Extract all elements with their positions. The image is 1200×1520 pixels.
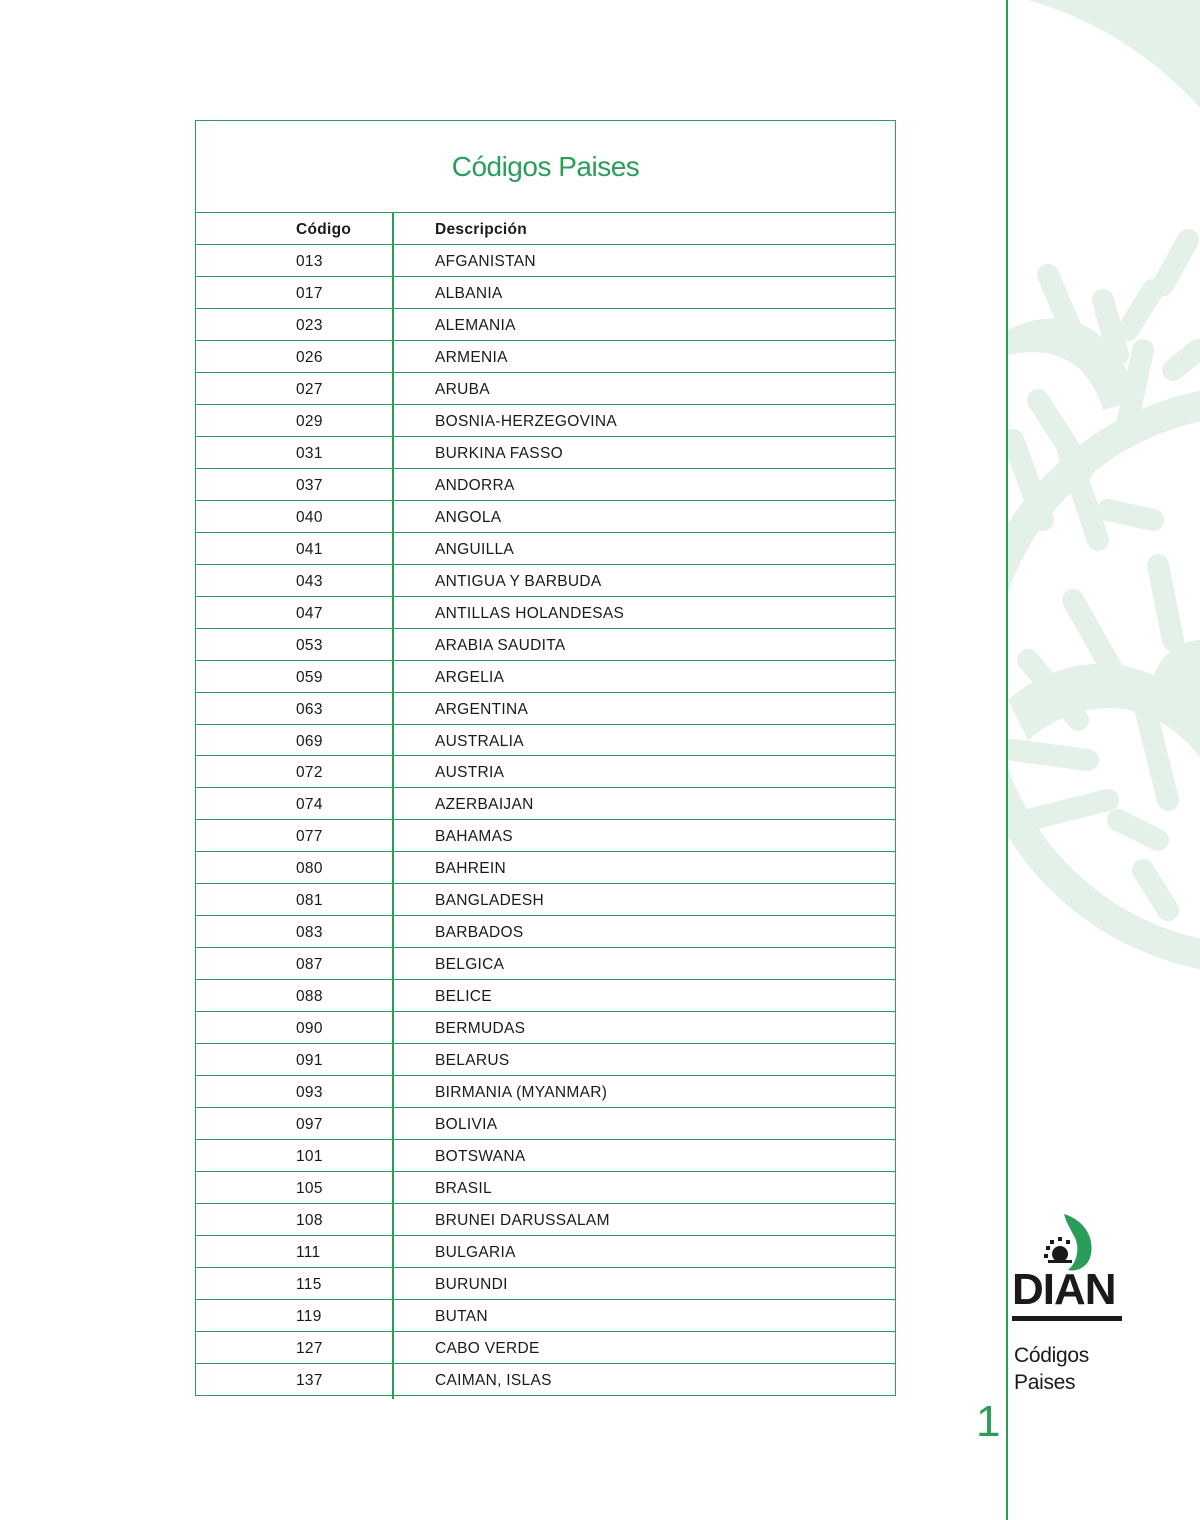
country-description: ANTIGUA Y BARBUDA [435, 572, 602, 590]
country-code: 017 [296, 284, 323, 302]
country-description: AUSTRALIA [435, 732, 524, 750]
table-body [196, 213, 895, 1396]
logo-tagline-bar [1012, 1316, 1122, 1321]
country-code: 037 [296, 476, 323, 494]
table-row [196, 437, 895, 469]
country-description: BUTAN [435, 1307, 488, 1325]
table-row [196, 980, 895, 1012]
table-header-row [196, 213, 895, 245]
table-row [196, 501, 895, 533]
country-code: 088 [296, 988, 323, 1006]
country-code: 029 [296, 412, 323, 430]
table-row [196, 725, 895, 757]
country-code: 023 [296, 316, 323, 334]
column-header-code: Código [296, 221, 352, 238]
country-code: 027 [296, 380, 323, 398]
table-row [196, 852, 895, 884]
side-caption-line1: Códigos [1014, 1344, 1089, 1367]
country-code: 097 [296, 1116, 323, 1134]
table-row [196, 1364, 895, 1396]
country-code: 087 [296, 956, 323, 974]
table-row [196, 629, 895, 661]
country-description: ANGUILLA [435, 540, 515, 558]
country-description: CABO VERDE [435, 1339, 540, 1357]
country-description: BOSNIA-HERZEGOVINA [435, 412, 617, 430]
country-description: AZERBAIJAN [435, 796, 534, 814]
country-code: 080 [296, 860, 323, 878]
country-code: 111 [296, 1244, 321, 1261]
table-row [196, 565, 895, 597]
country-description: BANGLADESH [435, 892, 544, 910]
table-row [196, 469, 895, 501]
country-code: 063 [296, 700, 323, 718]
table-row [196, 405, 895, 437]
country-description: ANDORRA [435, 476, 515, 494]
country-description: BOLIVIA [435, 1116, 498, 1134]
country-description: ALEMANIA [435, 316, 516, 334]
country-code: 059 [296, 668, 323, 686]
table-row [196, 916, 895, 948]
country-description: BAHREIN [435, 860, 507, 878]
side-caption-line2: Paises [1014, 1371, 1076, 1394]
table-row [196, 661, 895, 693]
table-row [196, 1236, 895, 1268]
country-code: 053 [296, 636, 323, 654]
table-row [196, 341, 895, 373]
table-row [196, 820, 895, 852]
country-description: BULGARIA [435, 1244, 516, 1261]
table-row [196, 693, 895, 725]
country-code: 119 [296, 1307, 322, 1325]
document-title: Códigos Paises [196, 121, 895, 213]
column-header-description: Descripción [435, 221, 528, 238]
country-description: BRUNEI DARUSSALAM [435, 1212, 610, 1230]
country-code: 101 [296, 1148, 323, 1166]
table-row [196, 1268, 895, 1300]
country-description: BELARUS [435, 1052, 510, 1070]
country-description: ARABIA SAUDITA [435, 636, 566, 654]
country-description: CAIMAN, ISLAS [435, 1371, 552, 1389]
country-code: 083 [296, 924, 323, 942]
country-description: ANGOLA [435, 508, 502, 526]
country-code: 091 [296, 1052, 323, 1070]
country-description: AUSTRIA [435, 764, 505, 782]
table-row [196, 1204, 895, 1236]
table-row [196, 373, 895, 405]
country-description: BELGICA [435, 956, 505, 974]
country-code: 047 [296, 604, 323, 622]
table-row [196, 1300, 895, 1332]
country-code: 031 [296, 444, 323, 462]
country-code: 040 [296, 508, 323, 526]
country-description: ALBANIA [435, 284, 503, 302]
country-description: BURUNDI [435, 1275, 508, 1293]
country-description: ARGENTINA [435, 700, 529, 718]
country-description: BOTSWANA [435, 1148, 526, 1166]
country-code: 041 [296, 540, 323, 558]
table-row [196, 1108, 895, 1140]
page-number: 1 [976, 1397, 1001, 1446]
country-description: AFGANISTAN [435, 252, 536, 270]
country-code: 090 [296, 1020, 323, 1038]
table-row [196, 309, 895, 341]
country-code: 043 [296, 572, 323, 590]
side-caption [1014, 1342, 1089, 1396]
country-description: BRASIL [435, 1180, 492, 1198]
country-description: BERMUDAS [435, 1020, 526, 1038]
country-code: 137 [296, 1371, 323, 1389]
country-description: ANTILLAS HOLANDESAS [435, 604, 625, 622]
country-description: BARBADOS [435, 924, 524, 942]
table-row [196, 277, 895, 309]
table-row [196, 1172, 895, 1204]
country-codes-table [195, 120, 896, 1396]
table-row [196, 1332, 895, 1364]
country-description: ARGELIA [435, 668, 505, 686]
table-row [196, 884, 895, 916]
table-row [196, 533, 895, 565]
country-code: 108 [296, 1212, 323, 1230]
country-code: 077 [296, 828, 323, 846]
country-code: 127 [296, 1339, 323, 1357]
country-description: ARUBA [435, 380, 490, 398]
country-code: 105 [296, 1180, 323, 1198]
table-row [196, 1140, 895, 1172]
country-code: 069 [296, 732, 323, 750]
country-code: 026 [296, 348, 323, 366]
table-row [196, 948, 895, 980]
country-description: ARMENIA [435, 348, 508, 366]
country-code: 115 [296, 1275, 322, 1293]
table-row [196, 597, 895, 629]
country-description: BURKINA FASSO [435, 444, 563, 462]
country-description: BELICE [435, 988, 492, 1006]
dian-logo-text: DIAN [1012, 1265, 1116, 1314]
country-code: 072 [296, 764, 323, 782]
country-description: BIRMANIA (MYANMAR) [435, 1084, 608, 1102]
table-row [196, 788, 895, 820]
country-code: 013 [296, 252, 323, 270]
table-row [196, 1012, 895, 1044]
country-code: 093 [296, 1084, 323, 1102]
table-row [196, 245, 895, 277]
table-row [196, 1044, 895, 1076]
table-row [196, 756, 895, 788]
country-code: 081 [296, 892, 323, 910]
table-row [196, 1076, 895, 1108]
country-code: 074 [296, 796, 323, 814]
country-description: BAHAMAS [435, 828, 513, 846]
